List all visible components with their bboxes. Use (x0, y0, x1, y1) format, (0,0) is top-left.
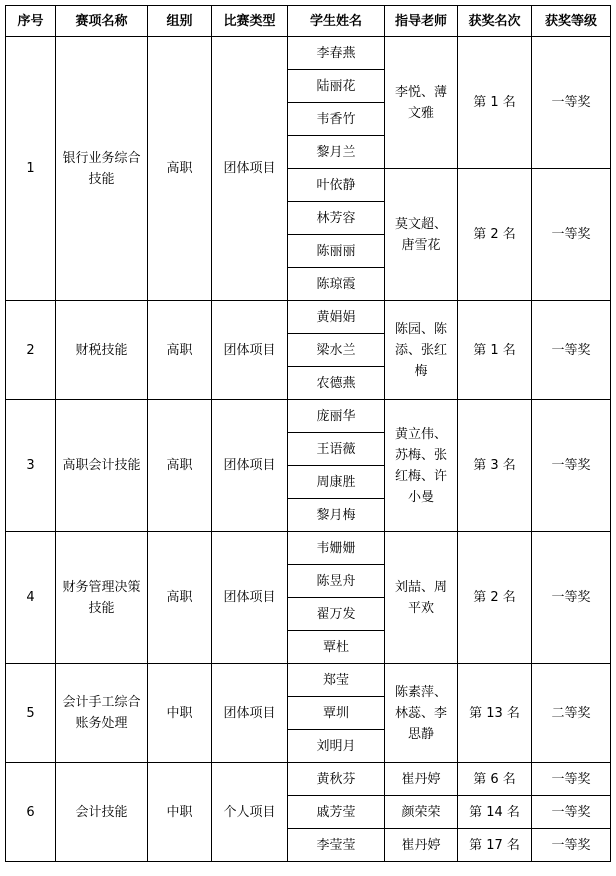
event-name: 财税技能 (56, 301, 148, 400)
row-number: 3 (6, 400, 56, 532)
teacher-cell: 陈素萍、林蕊、李思静 (385, 664, 458, 763)
table-row (6, 400, 611, 433)
student-name: 黄秋芬 (288, 763, 385, 796)
student-name: 陆丽花 (288, 70, 385, 103)
row-number: 5 (6, 664, 56, 763)
rank-cell: 第 6 名 (458, 763, 532, 796)
event-name: 银行业务综合技能 (56, 37, 148, 301)
student-name: 农德燕 (288, 367, 385, 400)
rank-cell: 第 2 名 (458, 532, 532, 664)
student-name: 周康胜 (288, 466, 385, 499)
level-cell: 一等奖 (532, 763, 611, 796)
level-cell: 一等奖 (532, 301, 611, 400)
rank-cell: 第 1 名 (458, 301, 532, 400)
group-cell: 中职 (148, 664, 212, 763)
type-cell: 团体项目 (212, 532, 288, 664)
rank-cell: 第 13 名 (458, 664, 532, 763)
student-name: 庞丽华 (288, 400, 385, 433)
event-name: 高职会计技能 (56, 400, 148, 532)
header-group: 组别 (148, 6, 212, 37)
level-cell: 一等奖 (532, 829, 611, 862)
student-name: 刘明月 (288, 730, 385, 763)
rank-cell: 第 14 名 (458, 796, 532, 829)
student-name: 覃圳 (288, 697, 385, 730)
row-number: 4 (6, 532, 56, 664)
student-name: 覃杜 (288, 631, 385, 664)
level-cell: 一等奖 (532, 532, 611, 664)
event-name: 会计技能 (56, 763, 148, 862)
group-cell: 高职 (148, 301, 212, 400)
teacher-cell: 陈园、陈添、张红梅 (385, 301, 458, 400)
student-name: 陈琼霞 (288, 268, 385, 301)
level-cell: 一等奖 (532, 796, 611, 829)
table-row (6, 532, 611, 565)
teacher-cell: 刘喆、周平欢 (385, 532, 458, 664)
table-row (6, 763, 611, 796)
header-level: 获奖等级 (532, 6, 611, 37)
header-student: 学生姓名 (288, 6, 385, 37)
group-cell: 中职 (148, 763, 212, 862)
table-row (6, 664, 611, 697)
student-name: 梁水兰 (288, 334, 385, 367)
student-name: 李莹莹 (288, 829, 385, 862)
teacher-cell: 崔丹婷 (385, 763, 458, 796)
student-name: 叶依静 (288, 169, 385, 202)
header-number: 序号 (6, 6, 56, 37)
header-teacher: 指导老师 (385, 6, 458, 37)
event-name: 会计手工综合账务处理 (56, 664, 148, 763)
level-cell: 一等奖 (532, 37, 611, 169)
student-name: 林芳容 (288, 202, 385, 235)
type-cell: 团体项目 (212, 400, 288, 532)
table-row (6, 301, 611, 334)
student-name: 陈丽丽 (288, 235, 385, 268)
level-cell: 一等奖 (532, 169, 611, 301)
student-name: 李春燕 (288, 37, 385, 70)
student-name: 黎月梅 (288, 499, 385, 532)
type-cell: 个人项目 (212, 763, 288, 862)
student-name: 黎月兰 (288, 136, 385, 169)
teacher-cell: 崔丹婷 (385, 829, 458, 862)
table-row (6, 37, 611, 70)
rank-cell: 第 17 名 (458, 829, 532, 862)
row-number: 2 (6, 301, 56, 400)
teacher-cell: 李悦、薄文雅 (385, 37, 458, 169)
group-cell: 高职 (148, 37, 212, 301)
awards-table (5, 5, 611, 862)
student-name: 韦姗姗 (288, 532, 385, 565)
type-cell: 团体项目 (212, 301, 288, 400)
group-cell: 高职 (148, 532, 212, 664)
header-event: 赛项名称 (56, 6, 148, 37)
student-name: 黄娟娟 (288, 301, 385, 334)
student-name: 陈昱舟 (288, 565, 385, 598)
rank-cell: 第 3 名 (458, 400, 532, 532)
header-row (6, 6, 611, 37)
row-number: 1 (6, 37, 56, 301)
student-name: 戚芳莹 (288, 796, 385, 829)
type-cell: 团体项目 (212, 664, 288, 763)
level-cell: 一等奖 (532, 400, 611, 532)
level-cell: 二等奖 (532, 664, 611, 763)
event-name: 财务管理决策技能 (56, 532, 148, 664)
student-name: 韦香竹 (288, 103, 385, 136)
teacher-cell: 莫文超、唐雪花 (385, 169, 458, 301)
rank-cell: 第 2 名 (458, 169, 532, 301)
type-cell: 团体项目 (212, 37, 288, 301)
header-type: 比赛类型 (212, 6, 288, 37)
teacher-cell: 黄立伟、苏梅、张红梅、许小曼 (385, 400, 458, 532)
student-name: 翟万发 (288, 598, 385, 631)
teacher-cell: 颜荣荣 (385, 796, 458, 829)
header-rank: 获奖名次 (458, 6, 532, 37)
student-name: 王语薇 (288, 433, 385, 466)
rank-cell: 第 1 名 (458, 37, 532, 169)
group-cell: 高职 (148, 400, 212, 532)
row-number: 6 (6, 763, 56, 862)
student-name: 郑莹 (288, 664, 385, 697)
